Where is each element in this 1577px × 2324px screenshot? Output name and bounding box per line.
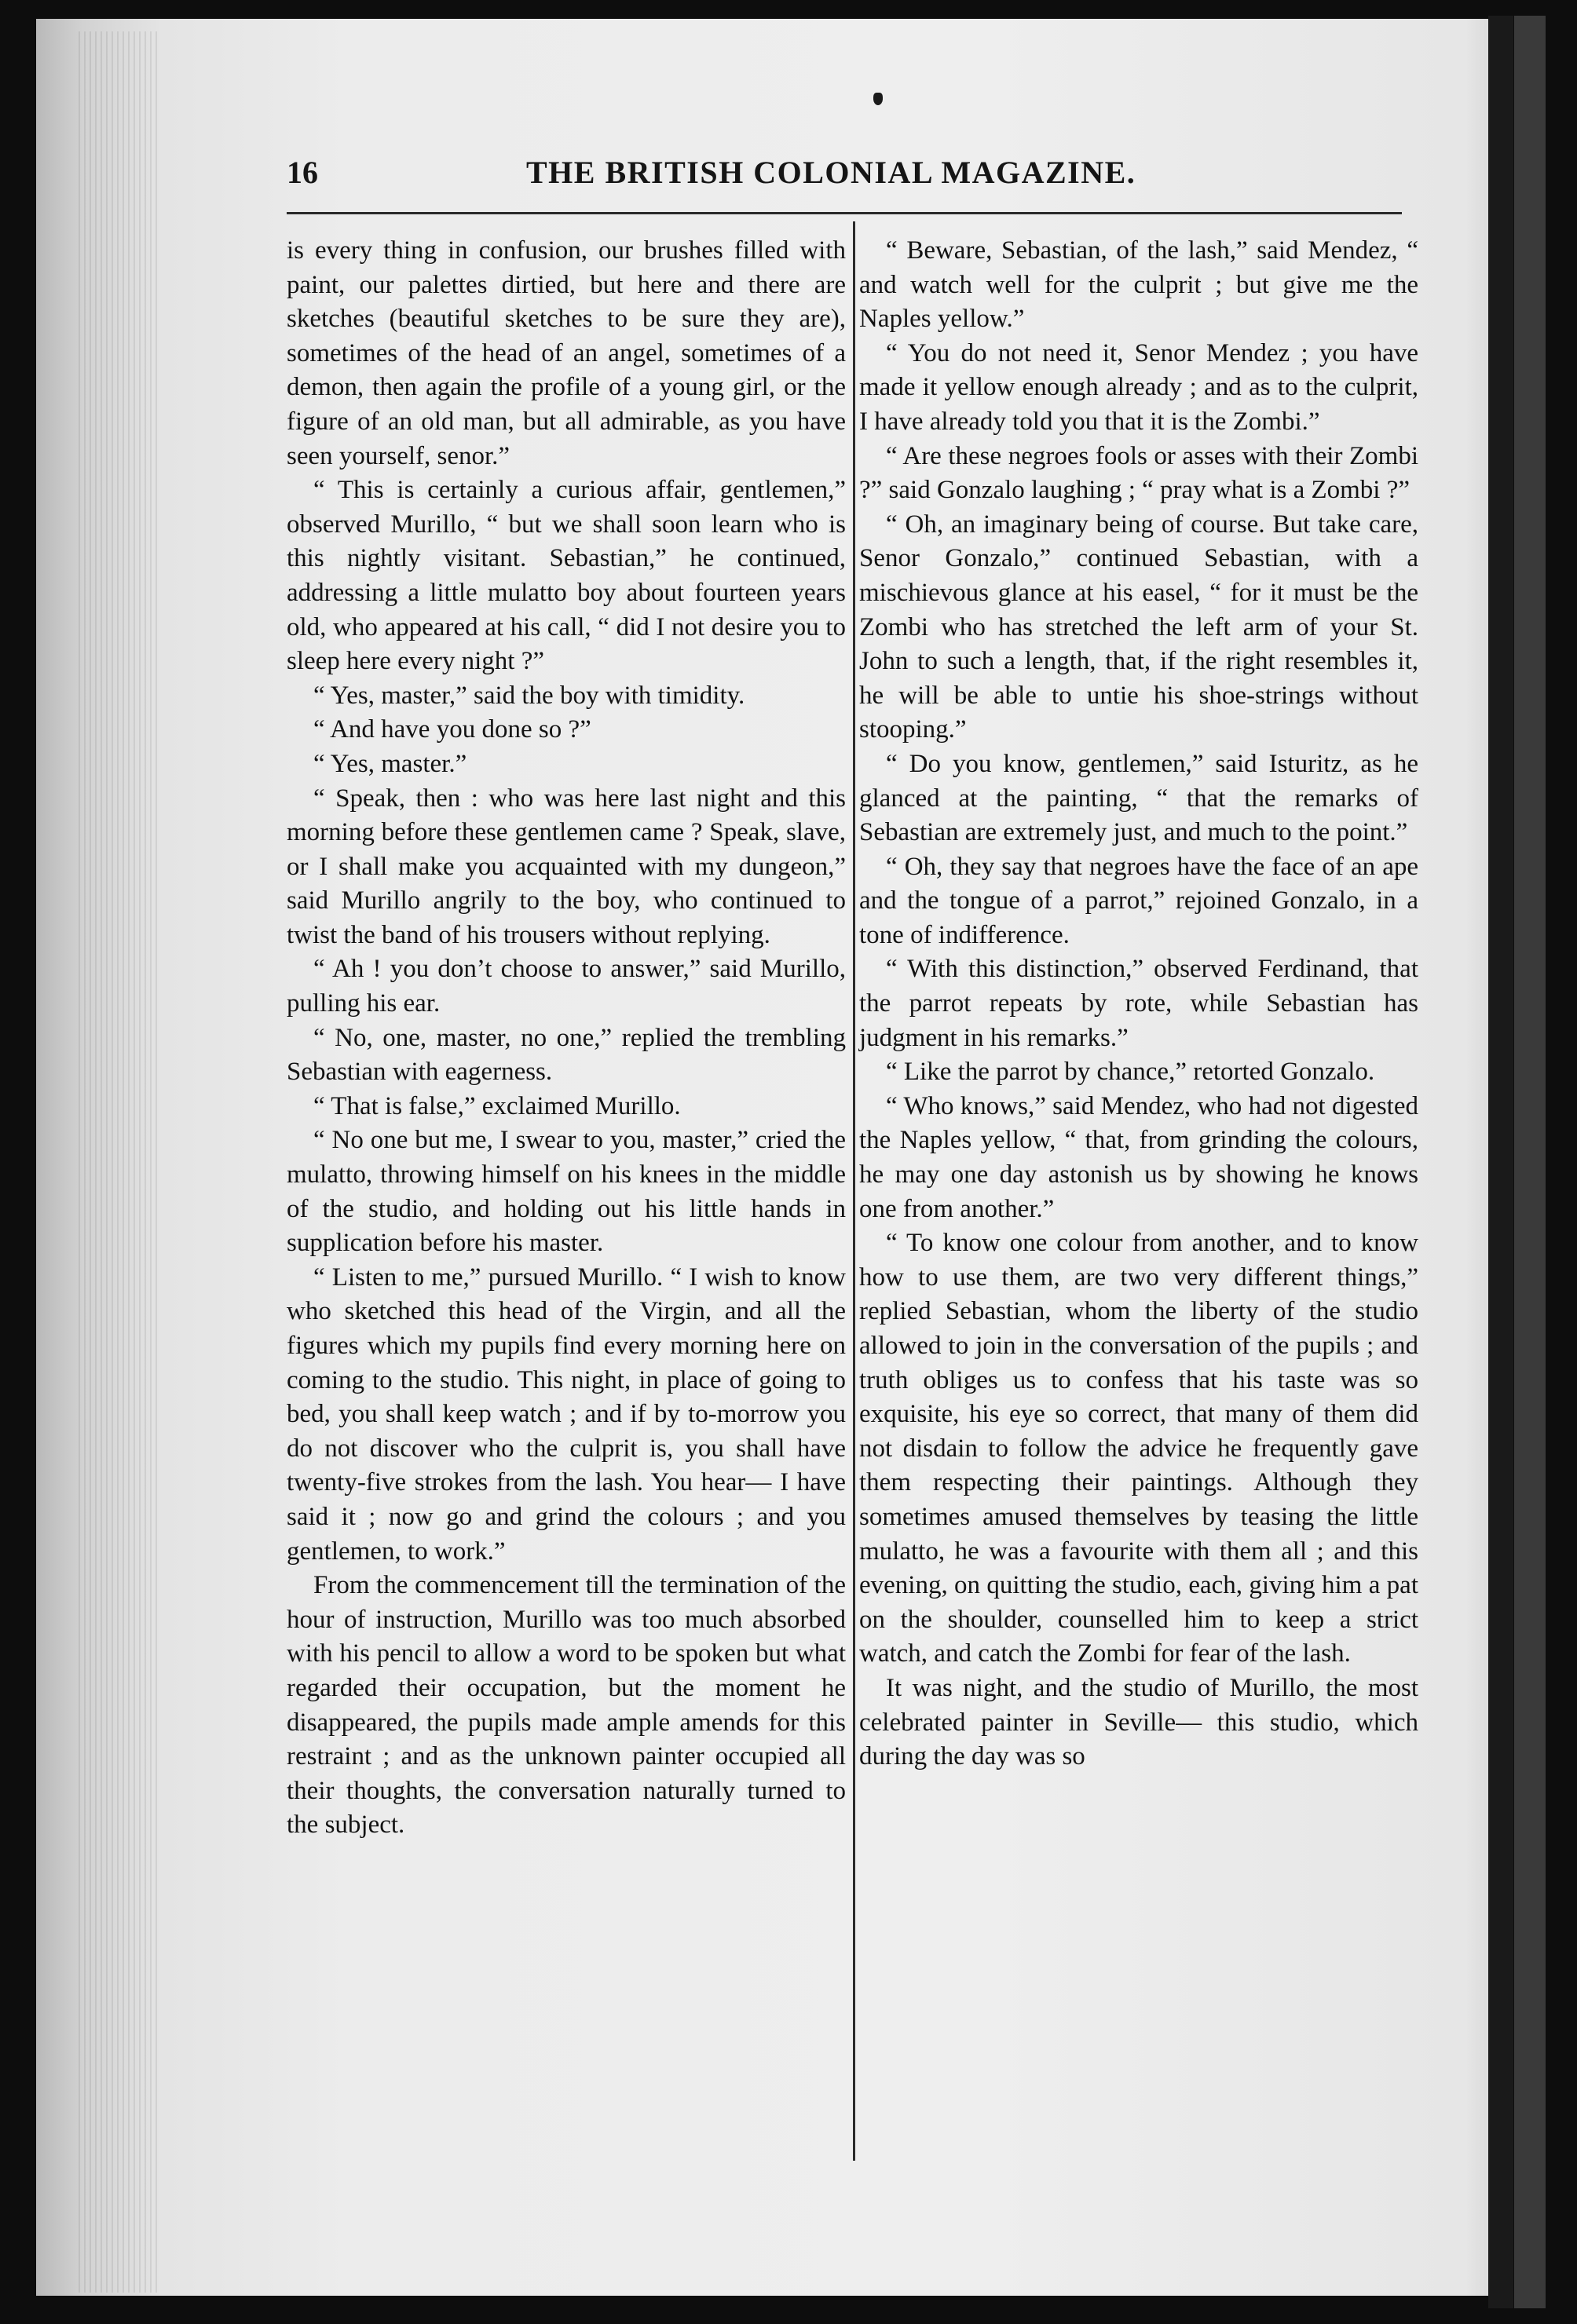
paragraph: “ Are these negroes fools or asses with their Zombi ?” said Gonzalo laughing ; “ pray what is a Zombi ?” bbox=[859, 441, 1418, 505]
left-text-column bbox=[287, 234, 846, 1843]
book-page-edges bbox=[79, 31, 157, 2293]
paragraph: From the commencement till the termination of the hour of instruction, Murillo was too much absorbed with his pencil to allow a word to be spoken but what regarded their occupation, but the moment he disappeared, the pupils made ample amends for this restraint ; and as the unknown painter occupied all their thoughts, the conversation naturally turned to the subject. bbox=[287, 1571, 846, 1840]
paragraph: “ To know one colour from another, and to know how to use them, are two very different things,” replied Sebastian, whom the liberty of the studio allowed to join in the conversation of the pupils ; and truth obliges us to confess that his taste was so exquisite, his eye so correct, that many of them did not disdain to follow the advice he frequently gave them respecting their paintings. Although they sometimes amused themselves by teasing the little mulatto, he was a favourite with them all ; and this evening, on quitting the studio, each, giving him a pat on the shoulder, counselled him to keep a strict watch, and catch the Zombi for fear of the lash. bbox=[859, 1229, 1418, 1668]
paragraph: It was night, and the studio of Murillo, the most celebrated painter in Seville— this studio, which during the day was so bbox=[859, 1673, 1418, 1771]
paragraph: “ Oh, they say that negroes have the face of an ape and the tongue of a parrot,” rejoined Gonzalo, in a tone of indifference. bbox=[859, 852, 1418, 949]
paragraph: “ With this distinction,” observed Ferdinand, that the parrot repeats by rote, while Sebastian has judgment in his remarks.” bbox=[859, 955, 1418, 1052]
paragraph: “ No, one, master, no one,” replied the trembling Sebastian with eagerness. bbox=[287, 1023, 846, 1087]
right-text-column bbox=[859, 234, 1418, 1774]
paragraph: is every thing in confusion, our brushes filled with paint, our palettes dirtied, but here and there are sketches (beautiful sketches to be sure they are), sometimes of the head of an angel, sometimes of a demon, then again the profile of a young girl, or the figure of an old man, but all admirable, as you have seen yourself, senor.” bbox=[287, 236, 846, 470]
paragraph: “ Like the parrot by chance,” retorted Gonzalo. bbox=[886, 1058, 1375, 1087]
paragraph: “ This is certainly a curious affair, gentlemen,” observed Murillo, “ but we shall soon learn who is this nightly visitant. Sebastian,” he continued, addressing a little mulatto boy about fourteen years old, who appeared at his call, “ did I not desire you to sleep here every night ?” bbox=[287, 476, 846, 676]
paragraph: “ And have you done so ?” bbox=[313, 715, 591, 744]
paragraph: “ Oh, an imaginary being of course. But take care, Senor Gonzalo,” continued Sebastian, with a mischievous glance at his easel, “ for it must be the Zombi who has stretched the left arm of your St. John to such a length, that, if the right resembles it, he will be able to untie his shoe-strings without stooping.” bbox=[859, 510, 1418, 744]
paragraph: “ Yes, master.” bbox=[313, 749, 467, 778]
page-header bbox=[287, 154, 1402, 201]
paragraph: “ Yes, master,” said the boy with timidity. bbox=[313, 681, 745, 710]
column-divider bbox=[853, 221, 855, 2161]
paragraph: “ You do not need it, Senor Mendez ; you have made it yellow enough already ; and as to the culprit, I have already told you that it is the Zombi.” bbox=[859, 338, 1418, 436]
ink-blot-icon bbox=[873, 93, 883, 105]
paragraph: “ No one but me, I swear to you, master,” cried the mulatto, throwing himself on his knees in the middle of the studio, and holding out his little hands in supplication before his master. bbox=[287, 1126, 846, 1258]
page-number: 16 bbox=[287, 155, 318, 190]
paragraph: “ Beware, Sebastian, of the lash,” said Mendez, “ and watch well for the culprit ; but give me the Naples yellow.” bbox=[859, 236, 1418, 334]
paragraph: “ Listen to me,” pursued Murillo. “ I wish to know who sketched this head of the Virgin, and all the figures which my pupils find every morning here on coming to the studio. This night, in place of going to bed, you shall keep watch ; and if by to-morrow you do not discover who the culprit is, you shall have twenty-five strokes from the lash. You hear— I have said it ; now go and grind the colours ; and you gentlemen, to work.” bbox=[287, 1262, 846, 1566]
paragraph: “ That is false,” exclaimed Murillo. bbox=[313, 1091, 681, 1120]
paragraph: “ Ah ! you don’t choose to answer,” said Murillo, pulling his ear. bbox=[287, 955, 846, 1018]
paragraph: “ Who knows,” said Mendez, who had not digested the Naples yellow, “ that, from grinding the colours, he may one day astonish us by showing he knows one from another.” bbox=[859, 1091, 1418, 1223]
header-rule bbox=[287, 212, 1402, 214]
binding-shadow bbox=[1488, 16, 1513, 2308]
paragraph: “ Do you know, gentlemen,” said Isturitz, as he glanced at the painting, “ that the remarks of Sebastian are extremely just, and much to the point.” bbox=[859, 749, 1418, 847]
running-title: THE BRITISH COLONIAL MAGAZINE. bbox=[526, 155, 1136, 190]
paragraph: “ Speak, then : who was here last night and this morning before these gentlemen came ? Speak, slave, or I shall make you acquainted with my dungeon,” said Murillo angrily to the boy, who continued to twist the band of his trousers without replying. bbox=[287, 784, 846, 949]
binding-edge bbox=[1514, 16, 1546, 2308]
